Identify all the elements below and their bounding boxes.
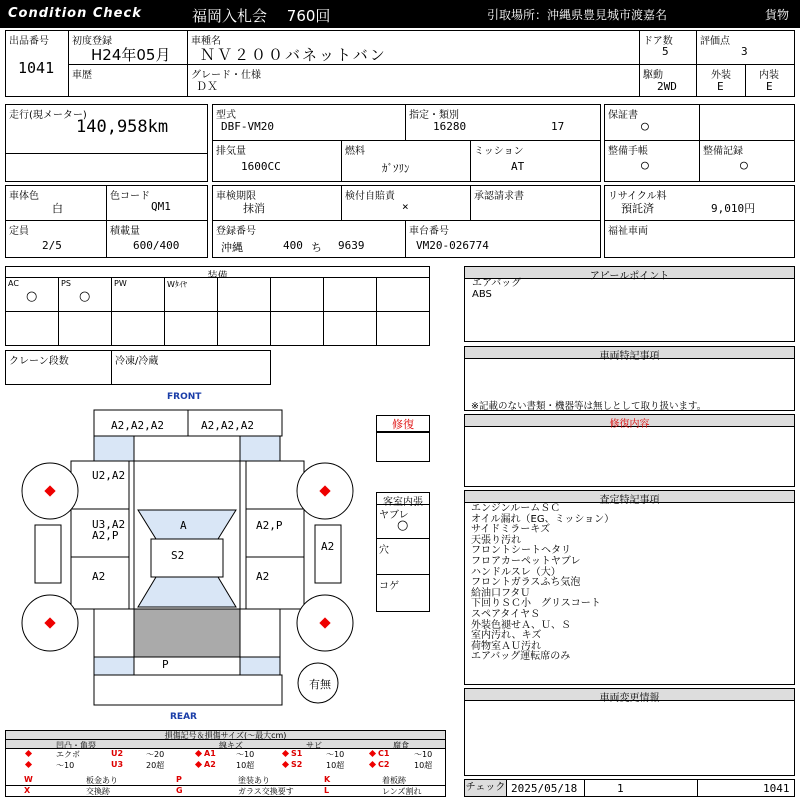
inspection-cell: 車検期限 抹消 bbox=[212, 185, 342, 221]
crane-cell: クレーン段数 bbox=[5, 350, 112, 385]
designation-number: 16280 bbox=[433, 120, 467, 133]
legend-cell: ～10 bbox=[326, 750, 345, 759]
legend-code: 塗装あり bbox=[238, 776, 270, 785]
legend-panel: 損傷記号＆損傷サイズ(～最大cm) 凹凸・亀裂 線キズ サビ 腐食 エクボ U2 ～20 A1 ～10 S1 ～10 C1 ～10 ～10 U3 20超 A2 10超 S2 10超 C2 10超 W 板金あり P 塗装あり K 着板跡 X 交換跡 G ガラス交換要す L レンズ割れ bbox=[5, 730, 446, 797]
cabin-koge-label: コゲ bbox=[379, 581, 399, 592]
legend-cell: 10超 bbox=[414, 761, 433, 770]
first-registration: H24年05月 bbox=[91, 46, 171, 64]
chassis-number: VM20-026774 bbox=[416, 239, 489, 252]
legend-cell: C1 bbox=[378, 749, 390, 758]
legend-diamond-icon bbox=[195, 750, 202, 757]
equipment-cell bbox=[111, 277, 165, 312]
insurance-cell: 検付自賠責 × bbox=[341, 185, 471, 221]
fuel-cell: 燃料 ｶﾞｿﾘﾝ bbox=[341, 140, 471, 182]
appeal-title: アピールポイント bbox=[465, 267, 794, 279]
inspection-note-line: エンジンルームＳＣ bbox=[471, 503, 561, 514]
capacity: 2/5 bbox=[42, 239, 62, 252]
plate-area: 沖縄 bbox=[221, 241, 243, 254]
legend-title: 損傷記号＆損傷サイズ(～最大cm) bbox=[6, 731, 445, 740]
designation-cell: 指定・類別 16280 17 bbox=[405, 104, 601, 141]
spare-tire: 有無 bbox=[309, 678, 331, 691]
recycle-cell: リサイクル料 預託済 9,010円 bbox=[604, 185, 795, 221]
equipment-cell bbox=[376, 277, 430, 312]
doors-cell: ドア数 5 bbox=[639, 30, 697, 65]
inspection-note-line: フロアカーペットヤブレ bbox=[471, 555, 581, 567]
history-cell: 車歴 bbox=[68, 64, 188, 97]
exterior-cell: 外装 E bbox=[696, 64, 746, 97]
legend-code: W bbox=[24, 775, 33, 784]
color-code-cell: 色コード QM1 bbox=[106, 185, 208, 221]
check-lot: 1041 bbox=[763, 782, 790, 795]
equipment-label: AC bbox=[8, 279, 19, 288]
mark-floor: S2 bbox=[171, 549, 185, 562]
equipment-cell bbox=[164, 277, 218, 312]
manual-mark: ○ bbox=[641, 158, 649, 173]
load-capacity: 600/400 bbox=[133, 239, 180, 252]
legend-code: 板金あり bbox=[86, 776, 118, 785]
legend-code: L bbox=[324, 786, 330, 795]
body-color-cell: 車体色 白 bbox=[5, 185, 107, 221]
inspection-note-line: 外装色褪せＡ、Ｕ、Ｓ bbox=[471, 619, 571, 631]
model-code: DBF-VM20 bbox=[221, 120, 274, 133]
warranty-extra-cell bbox=[699, 104, 795, 141]
inspection-note-line: ハンドルスレ（大） bbox=[471, 566, 561, 578]
changes-title: 車両変更情報 bbox=[465, 689, 794, 701]
grade-cell: グレード・仕様 ＤＸ bbox=[187, 64, 640, 97]
legend-cell: 10超 bbox=[326, 761, 345, 770]
cabin-ana-label: 穴 bbox=[379, 545, 389, 556]
cabin-yabure-mark: ○ bbox=[397, 518, 409, 533]
warranty-cell: 保証書 ○ bbox=[604, 104, 700, 141]
equipment-cell bbox=[111, 311, 165, 346]
inspection-note-line: 給油口フタＵ bbox=[471, 587, 531, 599]
inspection-note-line: フロントシートヘタリ bbox=[471, 545, 571, 557]
approval-cell: 承認請求書 bbox=[470, 185, 601, 221]
legend-code: K bbox=[324, 775, 331, 784]
special-note: ※記載のない書類・機器等は無しとして取り扱います。 bbox=[471, 401, 707, 412]
mark-left-rear: A2 bbox=[92, 570, 106, 583]
appeal-panel bbox=[464, 266, 795, 342]
legend-code: ガラス交換要す bbox=[238, 787, 294, 796]
mark-rear-bumper: P bbox=[162, 658, 169, 671]
legend-diamond-icon bbox=[25, 750, 32, 757]
rear-label: REAR bbox=[170, 712, 197, 722]
mileage-cell: 走行(現メーター) 140,958km bbox=[5, 104, 208, 154]
mark-front-left: A2,A2,A2 bbox=[111, 419, 164, 432]
legend-cell: 10超 bbox=[236, 761, 255, 770]
car-name: ＮＶ２００バネットバン bbox=[200, 46, 387, 64]
legend-diamond-icon bbox=[282, 761, 289, 768]
class-number: 17 bbox=[551, 120, 565, 133]
front-label: FRONT bbox=[167, 392, 202, 402]
sheet-title: Condition Check bbox=[8, 6, 142, 21]
exterior-grade: E bbox=[717, 80, 724, 93]
equipment-cell bbox=[376, 311, 430, 346]
equipment-label: Wﾀｲﾔ bbox=[167, 280, 187, 289]
legend-diamond-icon bbox=[195, 761, 202, 768]
legend-diamond-icon bbox=[282, 750, 289, 757]
manual-cell: 整備手帳 ○ bbox=[604, 140, 700, 182]
repair-title: 修復内容 bbox=[465, 415, 794, 427]
repair-box: 修復 bbox=[376, 415, 430, 432]
legend-code: 交換跡 bbox=[86, 787, 110, 796]
equipment-cell bbox=[217, 277, 271, 312]
appeal-line: ABS bbox=[472, 288, 492, 300]
equipment-cell bbox=[323, 277, 377, 312]
equipment-label: PW bbox=[114, 279, 127, 288]
record-cell: 整備記録 ○ bbox=[699, 140, 795, 182]
legend-code: P bbox=[176, 775, 182, 784]
body-color: 白 bbox=[52, 202, 63, 215]
special-panel bbox=[464, 346, 795, 411]
equipment-cell bbox=[270, 311, 324, 346]
legend-cell: A1 bbox=[204, 749, 216, 758]
legend-cell: エクボ bbox=[56, 750, 80, 759]
insurance-mark: × bbox=[402, 200, 409, 213]
inspection-note-line: オイル漏れ（EG、ミッション） bbox=[471, 513, 615, 525]
changes-panel bbox=[464, 688, 795, 776]
legend-diamond-icon bbox=[369, 750, 376, 757]
vehicle-category: 貨物 bbox=[765, 8, 790, 22]
check-label: チェック bbox=[465, 780, 507, 796]
repair-box-body bbox=[376, 432, 430, 462]
legend-cell: C2 bbox=[378, 760, 390, 769]
interior-grade: E bbox=[766, 80, 773, 93]
legend-cell: U3 bbox=[111, 760, 124, 769]
mileage: 140,958km bbox=[76, 117, 169, 137]
legend-cell: S2 bbox=[291, 760, 303, 769]
equipment-cell bbox=[58, 277, 112, 312]
welfare-cell: 福祉車両 bbox=[604, 220, 795, 258]
inspection-note-line: スペアタイヤＳ bbox=[471, 608, 541, 620]
equipment-cell bbox=[217, 311, 271, 346]
legend-cell: ～10 bbox=[414, 750, 433, 759]
car-diagram bbox=[0, 400, 376, 720]
color-code: QM1 bbox=[151, 200, 171, 213]
inspection-note-line: フロントガラスふち気泡 bbox=[471, 577, 581, 589]
legend-code: レンズ割れ bbox=[382, 787, 422, 796]
grade: ＤＸ bbox=[196, 80, 218, 93]
legend-cell: A2 bbox=[204, 760, 216, 769]
mission: AT bbox=[511, 160, 525, 173]
record-mark: ○ bbox=[740, 158, 748, 173]
legend-cell: ～20 bbox=[146, 750, 165, 759]
legend-cell: 20超 bbox=[146, 761, 165, 770]
check-date: 2025/05/18 bbox=[511, 782, 578, 795]
footer-bar bbox=[464, 779, 795, 797]
recycle-fee: 9,010円 bbox=[711, 202, 756, 215]
recycle-status: 預託済 bbox=[621, 202, 654, 215]
score-cell: 評価点 3 bbox=[696, 30, 795, 65]
mileage-extra-cell bbox=[5, 153, 208, 182]
inspection-expiry: 抹消 bbox=[243, 202, 265, 215]
model-cell: 型式 DBF-VM20 bbox=[212, 104, 406, 141]
mark-roof: A bbox=[180, 519, 187, 532]
inspection-notes-title: 査定特記事項 bbox=[465, 491, 794, 503]
mark-right-side: A2 bbox=[321, 540, 335, 553]
mark-left-front-door: U2,A2 bbox=[92, 469, 126, 482]
mark-front-right: A2,A2,A2 bbox=[201, 419, 254, 432]
mark-left-mid: U3,A2 A2,P bbox=[92, 518, 126, 542]
legend-code: X bbox=[24, 786, 31, 795]
interior-cell: 内装 E bbox=[745, 64, 795, 97]
cabin-title: 客室内張 bbox=[377, 493, 429, 505]
fridge-cell: 冷凍/冷蔵 bbox=[111, 350, 271, 385]
legend-code: 着板跡 bbox=[382, 776, 406, 785]
equipment-cell bbox=[58, 311, 112, 346]
pickup-location: 引取場所：沖縄県豊見城市渡嘉名 bbox=[487, 8, 668, 22]
inspection-notes-lines bbox=[471, 504, 614, 663]
cabin-yabure-label: ヤブレ bbox=[379, 510, 409, 521]
drive: 2WD bbox=[657, 80, 677, 93]
equipment-cell bbox=[270, 277, 324, 312]
check-num: 1 bbox=[617, 782, 624, 795]
warranty-mark: ○ bbox=[641, 119, 649, 134]
legend-code: G bbox=[176, 786, 183, 795]
legend-diamond-icon bbox=[369, 761, 376, 768]
capacity-cell: 定員 2/5 bbox=[5, 220, 107, 258]
appeal-line: エアバッグ bbox=[472, 278, 522, 289]
equipment-cell bbox=[164, 311, 218, 346]
inspection-notes-panel bbox=[464, 490, 795, 685]
appeal-lines bbox=[472, 279, 521, 300]
equipment-mark: ○ bbox=[79, 289, 91, 304]
doors: 5 bbox=[662, 45, 669, 58]
plate-class: 400 bbox=[283, 239, 303, 252]
legend-diamond-icon bbox=[25, 761, 32, 768]
cabin-panel bbox=[376, 492, 430, 612]
inspection-note-line: サイドミラーキズ bbox=[471, 524, 551, 536]
legend-cell: ～10 bbox=[56, 761, 75, 770]
mission-cell: ミッション AT bbox=[470, 140, 601, 182]
first-registration-cell: 初度登録 H24年05月 bbox=[68, 30, 188, 65]
special-title: 車両特記事項 bbox=[465, 347, 794, 359]
lot-number: 1041 bbox=[18, 59, 55, 77]
drive-cell: 駆動 2WD bbox=[639, 64, 697, 97]
inspection-note-line: エアバッグ運転席のみ bbox=[471, 651, 571, 663]
fuel: ｶﾞｿﾘﾝ bbox=[382, 162, 410, 175]
plate-number: 9639 bbox=[338, 239, 365, 252]
plate-cell: 登録番号 沖縄 400 ち 9639 bbox=[212, 220, 406, 258]
inspection-note-line: 室内汚れ、キズ bbox=[471, 630, 542, 642]
equipment-cell bbox=[5, 311, 59, 346]
displacement-cell: 排気量 1600CC bbox=[212, 140, 342, 182]
chassis-cell: 車台番号 VM20-026774 bbox=[405, 220, 601, 258]
inspection-note-line: 下回りＳＣ小 グリスコート bbox=[471, 598, 601, 610]
equipment-cell bbox=[5, 277, 59, 312]
equipment-mark: ○ bbox=[26, 289, 38, 304]
inspection-note-line: 荷物室ＡＵ汚れ bbox=[471, 640, 541, 652]
equipment-cell bbox=[323, 311, 377, 346]
repair-panel bbox=[464, 414, 795, 487]
legend-cell: S1 bbox=[291, 749, 303, 758]
inspection-note-line: 天張り汚れ bbox=[471, 534, 521, 546]
load-cell: 積載量 600/400 bbox=[106, 220, 208, 258]
mark-right-rear: A2 bbox=[256, 570, 270, 583]
plate-kana: ち bbox=[311, 241, 322, 254]
legend-cell: ～10 bbox=[236, 750, 255, 759]
legend-cell: U2 bbox=[111, 749, 124, 758]
score: 3 bbox=[741, 45, 748, 58]
auction-name: 福岡入札会 760回 bbox=[192, 7, 331, 25]
car-name-cell: 車種名 ＮＶ２００バネットバン bbox=[187, 30, 640, 65]
header-bar bbox=[0, 0, 800, 28]
equipment-label: PS bbox=[61, 279, 71, 288]
displacement: 1600CC bbox=[241, 160, 281, 173]
mark-right-mid: A2,P bbox=[256, 519, 283, 532]
lot-number-cell: 出品番号 1041 bbox=[5, 30, 69, 97]
